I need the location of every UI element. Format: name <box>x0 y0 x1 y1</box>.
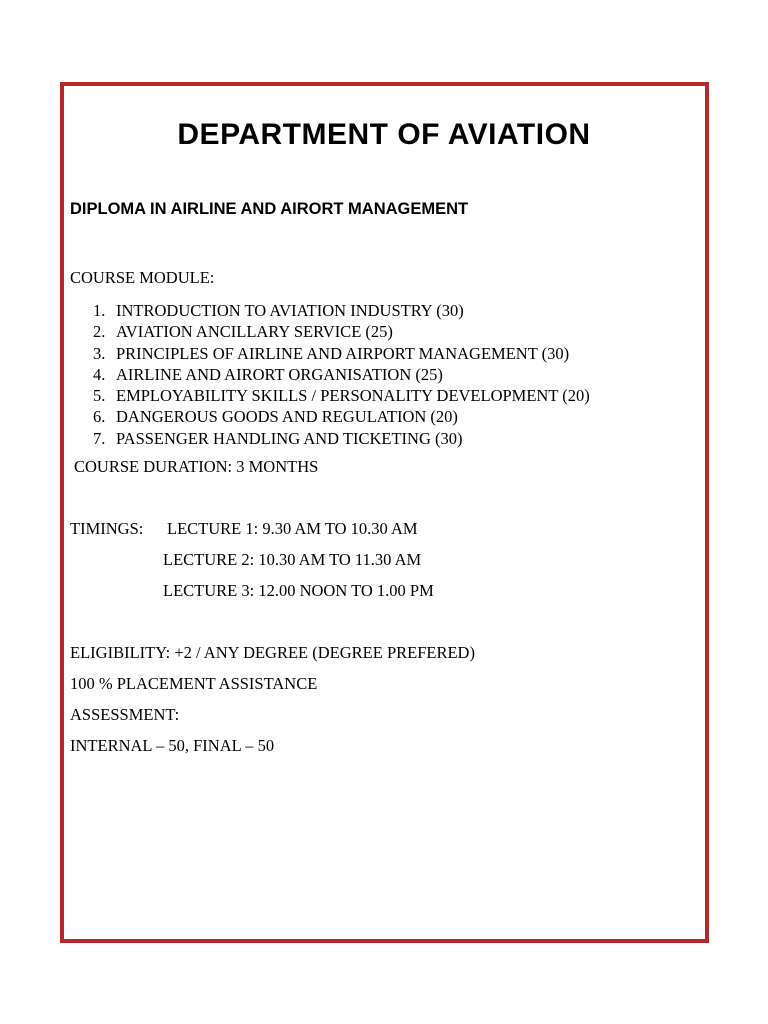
item-number: 3. <box>93 343 106 363</box>
item-number: 5. <box>93 386 106 406</box>
list-item <box>93 364 590 385</box>
assessment-label: ASSESSMENT: <box>70 705 180 724</box>
course-module-label: COURSE MODULE: <box>70 268 215 287</box>
page-title: DEPARTMENT OF AVIATION <box>177 118 591 151</box>
placement-note: 100 % PLACEMENT ASSISTANCE <box>70 674 318 693</box>
item-number: 6. <box>93 407 106 427</box>
item-number: 7. <box>93 428 106 448</box>
item-text: AIRLINE AND AIRORT ORGANISATION (25) <box>116 364 443 384</box>
item-text: PASSENGER HANDLING AND TICKETING (30) <box>116 428 463 448</box>
item-number: 2. <box>93 322 106 342</box>
course-duration: COURSE DURATION: 3 MONTHS <box>74 457 319 476</box>
list-item <box>93 385 590 406</box>
item-number: 1. <box>93 301 106 320</box>
eligibility: ELIGIBILITY: +2 / ANY DEGREE (DEGREE PREFERED) <box>70 643 475 662</box>
list-item <box>93 321 590 342</box>
list-item <box>93 300 590 321</box>
item-number: 4. <box>93 364 106 384</box>
item-text: EMPLOYABILITY SKILLS / PERSONALITY DEVELOPMENT (20) <box>116 386 590 406</box>
lecture-2-time: LECTURE 2: 10.30 AM TO 11.30 AM <box>163 550 422 569</box>
item-text: DANGEROUS GOODS AND REGULATION (20) <box>116 407 458 427</box>
assessment-detail: INTERNAL – 50, FINAL – 50 <box>70 736 275 755</box>
list-item <box>93 406 590 427</box>
lecture-1-time: LECTURE 1: 9.30 AM TO 10.30 AM <box>167 519 418 538</box>
item-text: AVIATION ANCILLARY SERVICE (25) <box>116 322 393 342</box>
lecture-3-time: LECTURE 3: 12.00 NOON TO 1.00 PM <box>163 581 434 600</box>
item-text: INTRODUCTION TO AVIATION INDUSTRY (30) <box>116 301 464 320</box>
list-item <box>93 428 590 449</box>
item-text: PRINCIPLES OF AIRLINE AND AIRPORT MANAGEMENT (30) <box>116 343 570 363</box>
list-item <box>93 343 590 364</box>
timings-label: TIMINGS: <box>70 519 144 538</box>
course-title: DIPLOMA IN AIRLINE AND AIRORT MANAGEMENT <box>70 200 469 218</box>
module-list <box>93 300 590 449</box>
